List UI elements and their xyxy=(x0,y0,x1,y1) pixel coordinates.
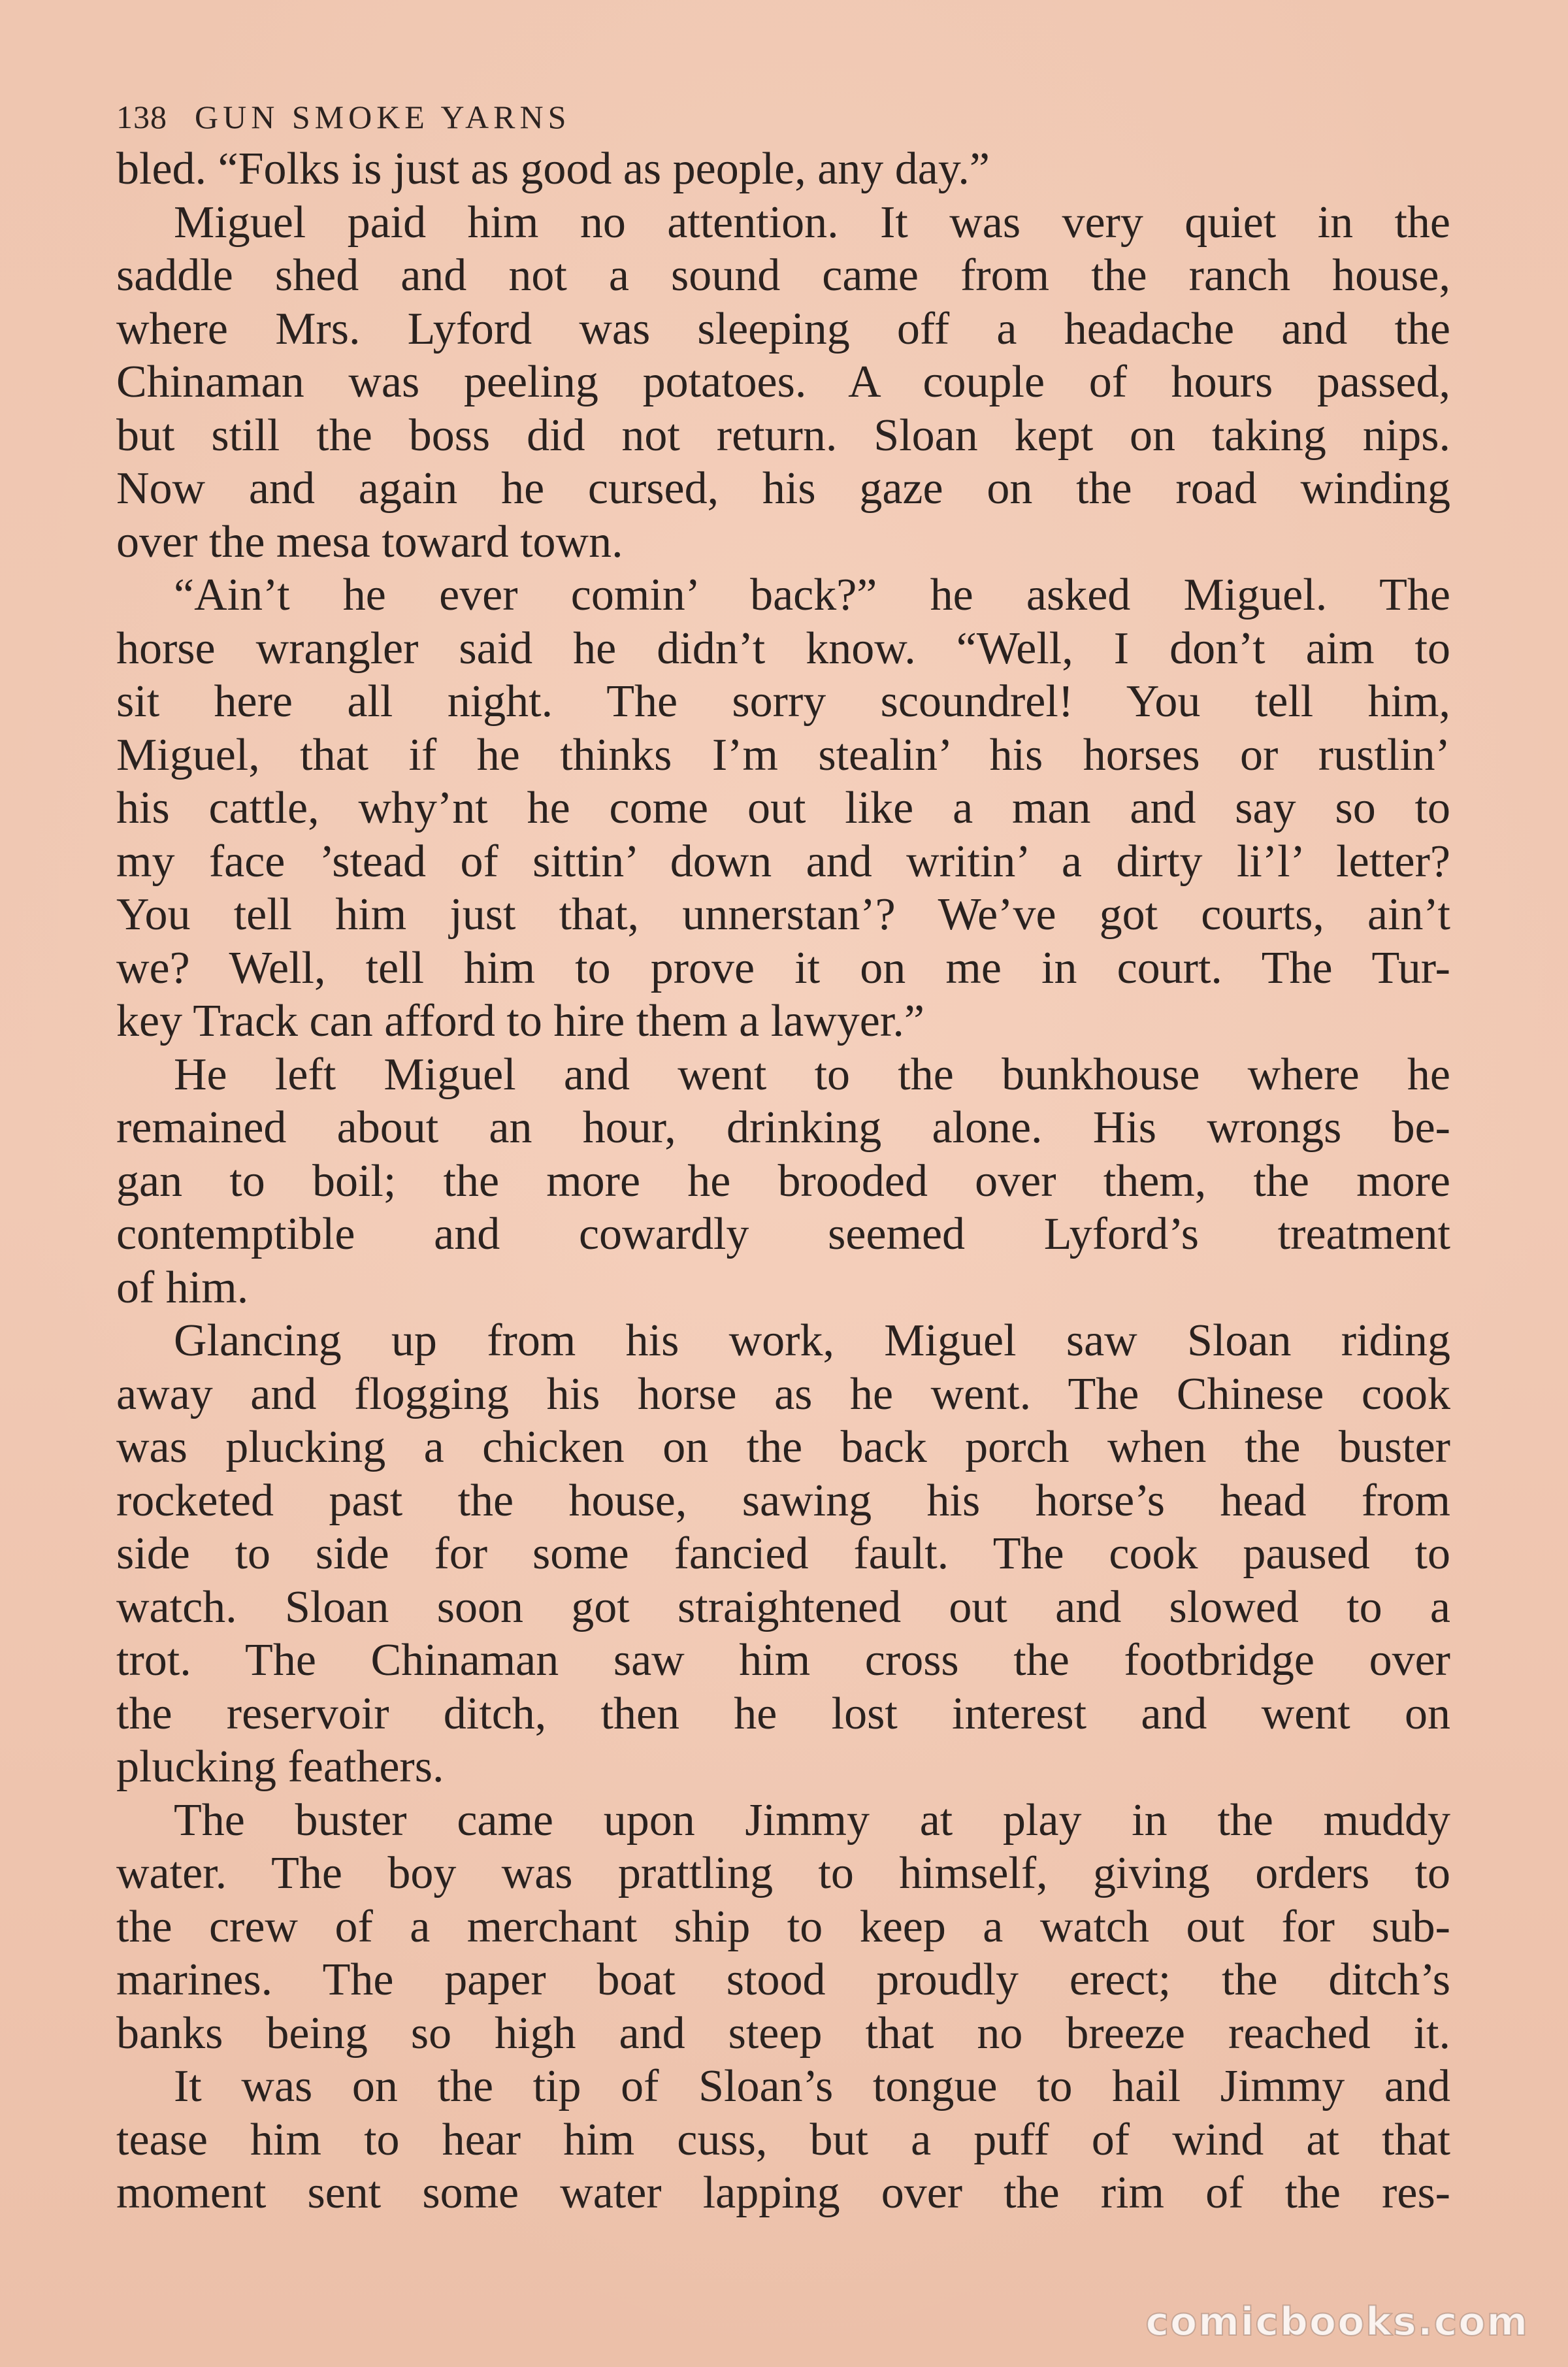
text-line: bled. “Folks is just as good as people, any day.” xyxy=(116,144,990,194)
text-line: was plucking a chicken on the back porch when the buster xyxy=(116,1422,1450,1472)
page-header xyxy=(116,98,570,144)
text-line: Miguel, that if he thinks I’m stealin’ his horses or rustlin’ xyxy=(116,729,1450,780)
text-line: Chinaman was peeling potatoes. A couple of hours passed, xyxy=(116,357,1450,407)
text-line: “Ain’t he ever comin’ back?” he asked Miguel. The xyxy=(174,570,1450,620)
text-line: over the mesa toward town. xyxy=(116,516,623,567)
text-line: The buster came upon Jimmy at play in the muddy xyxy=(174,1795,1450,1846)
text-line: It was on the tip of Sloan’s tongue to hail Jimmy and xyxy=(174,2061,1450,2111)
text-line: away and flogging his horse as he went. The Chinese cook xyxy=(116,1368,1450,1419)
text-line: but still the boss did not return. Sloan kept on taking nips. xyxy=(116,410,1450,461)
text-line: plucking feathers. xyxy=(116,1742,444,1792)
watermark-logo: comicbooks.com xyxy=(1145,2299,1529,2345)
text-line: saddle shed and not a sound came from the ranch house, xyxy=(116,250,1450,301)
text-line: the crew of a merchant ship to keep a watch out for sub- xyxy=(116,1901,1450,1952)
text-line: Glancing up from his work, Miguel saw Sloan riding xyxy=(174,1316,1450,1366)
running-title: GUN SMOKE YARNS xyxy=(195,99,571,135)
text-line: You tell him just that, unnerstan’? We’ve got courts, ain’t xyxy=(116,889,1450,940)
text-line: He left Miguel and went to the bunkhouse where he xyxy=(174,1049,1450,1100)
text-line: marines. The paper boat stood proudly erect; the ditch’s xyxy=(116,1955,1450,2005)
text-line: gan to boil; the more he brooded over them, the more xyxy=(116,1155,1450,1206)
text-line: we? Well, tell him to prove it on me in court. The Tur- xyxy=(116,942,1450,993)
text-line: my face ’stead of sittin’ down and writin’ a dirty li’l’ letter? xyxy=(116,836,1450,887)
text-line: remained about an hour, drinking alone. His wrongs be- xyxy=(116,1102,1450,1153)
text-line: side to side for some fancied fault. The cook paused to xyxy=(116,1529,1450,1579)
text-line: tease him to hear him cuss, but a puff of wind at that xyxy=(116,2114,1450,2165)
text-line: key Track can afford to hire them a lawyer.” xyxy=(116,996,924,1046)
text-line: watch. Sloan soon got straightened out and slowed to a xyxy=(116,1581,1450,1632)
text-line: contemptible and cowardly seemed Lyford’s treatment xyxy=(116,1209,1450,1259)
text-line: his cattle, why’nt he come out like a man and say so to xyxy=(116,783,1450,833)
text-line: horse wrangler said he didn’t know. “Well, I don’t aim to xyxy=(116,623,1450,674)
text-line: moment sent some water lapping over the rim of the res- xyxy=(116,2168,1450,2218)
text-line: Miguel paid him no attention. It was very quiet in the xyxy=(174,197,1450,248)
text-line: of him. xyxy=(116,1262,249,1313)
text-line: Now and again he cursed, his gaze on the road winding xyxy=(116,463,1450,514)
text-line: trot. The Chinaman saw him cross the footbridge over xyxy=(116,1635,1450,1685)
text-line: where Mrs. Lyford was sleeping off a headache and the xyxy=(116,303,1450,354)
page-number: 138 xyxy=(116,99,167,135)
text-line: banks being so high and steep that no breeze reached it. xyxy=(116,2008,1450,2059)
text-line: the reservoir ditch, then he lost interest and went on xyxy=(116,1688,1450,1739)
text-line: rocketed past the house, sawing his horse’s head from xyxy=(116,1475,1450,1526)
text-line: water. The boy was prattling to himself, giving orders to xyxy=(116,1848,1450,1898)
body-text xyxy=(116,142,1450,2220)
text-line: sit here all night. The sorry scoundrel! You tell him, xyxy=(116,676,1450,727)
